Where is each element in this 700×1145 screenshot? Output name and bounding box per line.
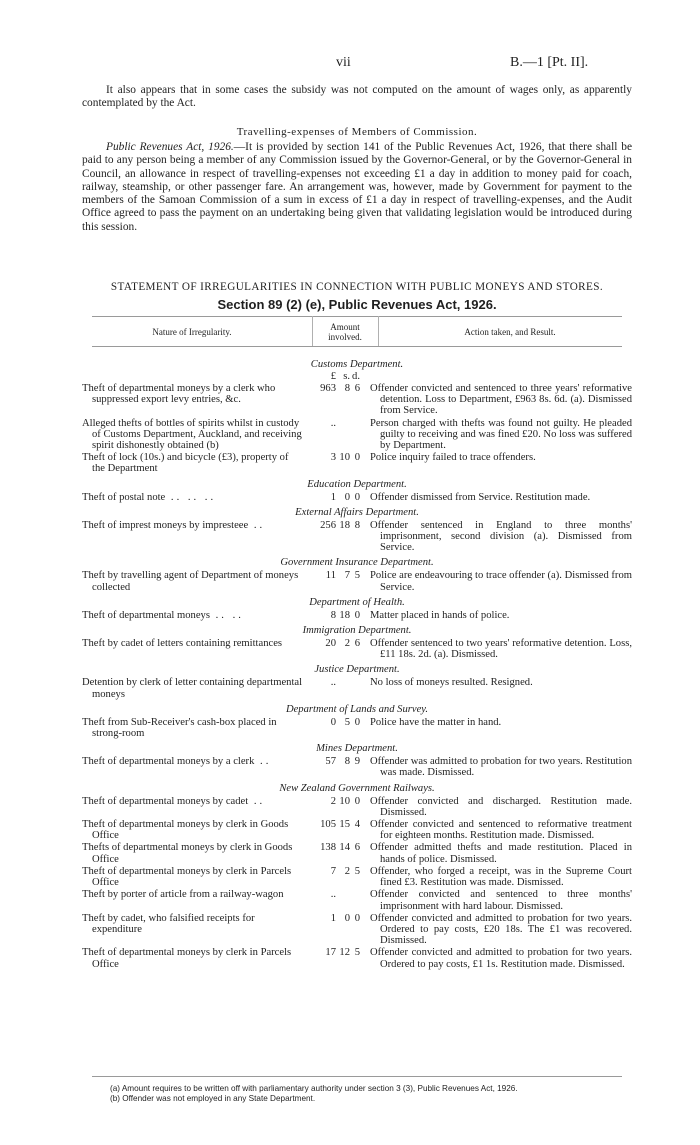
table-row <box>82 492 632 503</box>
table-row <box>82 819 632 841</box>
action-taken: Police inquiry failed to trace offenders. <box>370 452 536 464</box>
department-heading: Customs Department. <box>310 359 404 370</box>
action-taken: Offender convicted and sentenced to reformative treatment for eighteen months. Restitution made. Dismissed. <box>370 819 632 842</box>
table-row <box>82 610 632 621</box>
amount-involved <box>304 889 366 911</box>
nature-text: Thefts of departmental moneys by clerk in Goods Office <box>82 842 293 865</box>
irregularity-nature <box>82 520 304 554</box>
nature-text: Theft by cadet, who falsified receipts for expenditure <box>82 912 255 935</box>
amount-pounds: .. <box>330 889 336 901</box>
action-taken: Offender convicted and admitted to probation for two years. Ordered to pay costs, £1 1s. Restitution made. Dismissed. <box>370 947 632 970</box>
action-taken: Offender convicted and discharged. Restitution made. Dismissed. <box>370 795 632 818</box>
department-heading: External Affairs Department. <box>295 506 419 518</box>
action-taken: Offender admitted thefts and made restitution. Placed in hands of police. Dismissed. <box>370 842 632 865</box>
irregularity-nature <box>82 717 304 739</box>
amount-pounds: .. <box>330 417 336 429</box>
table-row <box>82 842 632 864</box>
section-title: Section 89 (2) (e), Public Revenues Act, 1926. <box>217 297 497 312</box>
amount-involved <box>304 418 366 452</box>
action-taken: Person charged with thefts was found not guilty. He pleaded guilty to receiving and was fined £20. No loss was suffered by Department. <box>370 417 632 452</box>
amount-pence: 0 <box>354 452 360 464</box>
amount-units-row <box>82 371 632 382</box>
leader-dots: .. .. .. <box>165 491 217 503</box>
action-taken: Offender convicted and sentenced to three months' imprisonment with hard labour. Dismissed. <box>370 889 632 912</box>
amount-pence: 6 <box>354 842 360 854</box>
irregularity-nature <box>82 756 304 778</box>
amount-shillings: 12 <box>339 947 350 959</box>
table-row <box>82 677 632 699</box>
department-heading: Immigration Department. <box>302 625 412 637</box>
nature-text: Theft of departmental moneys by a clerk <box>82 756 255 768</box>
irregularity-nature <box>82 383 304 417</box>
amount-shillings: 10 <box>339 795 350 807</box>
nature-text: Theft of postal note <box>82 491 166 503</box>
amount-shillings: 7 <box>344 570 350 582</box>
nature-text: Alleged thefts of bottles of spirits whilst in custody of Customs Department, Auckland, and receiving spirit dishonestly obtained (b) <box>82 417 302 452</box>
amount-shillings: 8 <box>344 756 350 768</box>
table-header-rule <box>92 346 622 347</box>
table-row <box>82 570 632 592</box>
irregularity-nature <box>82 913 304 947</box>
footnote-b: (b) Offender was not employed in any State Department. <box>110 1093 316 1103</box>
column-header-nature: Nature of Irregularity. <box>152 327 232 337</box>
amount-involved <box>304 383 366 417</box>
action-taken: Police are endeavouring to trace offender (a). Dismissed from Service. <box>370 570 632 593</box>
nature-text: Detention by clerk of letter containing departmental moneys <box>82 677 303 700</box>
amount-shillings <box>336 889 350 911</box>
amount-shillings: 14 <box>339 842 350 854</box>
leader-dots: .. .. <box>209 609 244 621</box>
table-row <box>82 756 632 778</box>
leader-dots: .. <box>248 519 266 531</box>
column-divider <box>312 316 313 346</box>
amount-shillings <box>336 418 350 452</box>
amount-shillings: 15 <box>339 819 350 831</box>
action-taken: Offender, who forged a receipt, was in the Supreme Court fined £3. Restitution was made. Dismissed. <box>370 865 632 889</box>
amount-shillings: 10 <box>339 452 350 464</box>
amount-shillings: 2 <box>344 865 350 877</box>
amount-involved <box>304 570 366 592</box>
irregularity-nature <box>82 866 304 888</box>
department-heading: Justice Department. <box>314 664 400 676</box>
amount-pence: 0 <box>354 609 360 621</box>
amount-involved <box>304 866 366 888</box>
amount-involved <box>304 452 366 474</box>
amount-pounds: 17 <box>325 947 336 959</box>
irregularity-nature <box>82 610 304 621</box>
amount-involved <box>304 819 366 841</box>
table-row <box>82 383 632 417</box>
amount-involved <box>304 796 366 818</box>
leader-dots: .. <box>254 756 272 768</box>
amount-shillings: 18 <box>339 609 350 621</box>
amount-shillings: 2 <box>344 638 350 650</box>
amount-pence: 5 <box>354 865 360 877</box>
irregularity-nature <box>82 947 304 969</box>
amount-involved <box>304 638 366 660</box>
amount-shillings: 5 <box>344 716 350 728</box>
amount-pounds: 0 <box>330 716 336 728</box>
department-heading: Department of Lands and Survey. <box>285 703 429 715</box>
amount-shillings: 8 <box>344 383 350 394</box>
table-row <box>82 913 632 947</box>
footnote-a: (a) Amount requires to be written off with parliamentary authority under section 3 (3), Public Revenues Act, 1926. <box>110 1084 518 1093</box>
action-taken: Offender sentenced to two years' reformative detention. Loss, £11 18s. 2d. (a). Dismissed. <box>370 638 632 661</box>
nature-text: Theft of departmental moneys by clerk in Parcels Office <box>82 947 292 970</box>
intro-paragraph: It also appears that in some cases the subsidy was not computed on the amount of wages only, as apparently contemplated by the Act. <box>82 84 632 110</box>
column-header-amount: Amount involved. <box>328 322 362 342</box>
amount-pounds: 8 <box>330 609 336 621</box>
department-heading: Government Insurance Department. <box>280 557 434 569</box>
amount-pounds: 105 <box>320 819 336 831</box>
irregularity-nature <box>82 819 304 841</box>
table-row <box>82 866 632 888</box>
irregularity-nature <box>82 638 304 660</box>
amount-pence: 6 <box>354 638 360 650</box>
nature-text: Theft by travelling agent of Department of moneys collected <box>82 570 299 593</box>
nature-text: Theft by cadet of letters containing remittances <box>82 638 283 650</box>
travelling-expenses-paragraph <box>82 141 632 234</box>
act-name: Public Revenues Act, 1926. <box>106 141 234 153</box>
amount-pence: 4 <box>354 819 360 831</box>
action-taken: Offender convicted and sentenced to three years' reformative detention. Loss to Department, £963 8s. 6d. (a). Dismissed from Service. <box>370 383 632 417</box>
amount-pence <box>350 889 360 911</box>
nature-text: Theft of lock (10s.) and bicycle (£3), property of the Department <box>82 452 289 475</box>
action-taken: Offender convicted and admitted to probation for two years. Ordered to pay costs, £20 18s. The £1 was recovered. Dismissed. <box>370 912 632 947</box>
amount-pence <box>350 677 360 699</box>
amount-pence: 0 <box>354 912 360 924</box>
amount-involved <box>304 947 366 969</box>
nature-text: Theft of departmental moneys by clerk in Goods Office <box>82 819 289 842</box>
page-number: vii <box>336 55 351 70</box>
action-taken: Matter placed in hands of police. <box>370 609 510 621</box>
action-taken: Police have the matter in hand. <box>370 716 502 728</box>
amount-pounds: 57 <box>325 756 336 768</box>
irregularity-nature <box>82 570 304 592</box>
amount-pounds: 256 <box>320 519 336 531</box>
amount-pence: 0 <box>354 491 360 503</box>
action-taken: No loss of moneys resulted. Resigned. <box>370 677 533 689</box>
nature-text: Theft of departmental moneys <box>82 609 210 621</box>
amount-pence: 5 <box>354 570 360 582</box>
amount-pence: 0 <box>354 716 360 728</box>
amount-pence: 8 <box>354 519 360 531</box>
travelling-expenses-text: —It is provided by section 141 of the Public Revenues Act, 1926, that there shall be paid to any person being a member of any Commission issued by the Governor-General, or by the Governor-General in Council, an allowance in respect of travelling-expenses not exceeding £1 a day in addition to money paid for coach, railway, steamship, or other passenger fare. An arrangement was, however, made by Government for payment to the members of the Samoan Commission of a sum in excess of £1 a day in respect of travelling-expenses, and the Audit Office agreed to pass the payment on an undertaking being given that validating legislation would be introduced during this session. <box>82 141 633 233</box>
department-heading: Mines Department. <box>316 743 398 755</box>
nature-text: Theft of departmental moneys by cadet <box>82 795 249 807</box>
shillings-unit: s. <box>343 371 350 382</box>
department-heading: Department of Health. <box>309 596 405 608</box>
irregularities-table <box>82 355 632 970</box>
pounds-unit: £ <box>330 371 336 382</box>
amount-pounds: 963 <box>320 383 336 394</box>
amount-shillings <box>336 677 350 699</box>
amount-pounds: 20 <box>325 638 336 650</box>
amount-pence: 9 <box>354 756 360 768</box>
irregularity-nature <box>82 842 304 864</box>
table-top-rule <box>92 316 622 317</box>
amount-pounds: 7 <box>330 865 336 877</box>
table-row <box>82 638 632 660</box>
nature-text: Theft of departmental moneys by a clerk who suppressed export levy entries, &c. <box>82 383 276 406</box>
footnotes <box>110 1084 630 1103</box>
amount-pounds: 11 <box>325 570 336 582</box>
amount-pounds: 2 <box>330 795 336 807</box>
amount-involved <box>304 677 366 699</box>
table-bottom-rule <box>92 1076 622 1077</box>
table-row <box>82 796 632 818</box>
amount-pence <box>350 418 360 452</box>
column-header-action: Action taken, and Result. <box>464 327 556 337</box>
travelling-expenses-heading: Travelling-expenses of Members of Commission. <box>236 126 478 138</box>
action-taken: Offender sentenced in England to three months' imprisonment, second division (a). Dismissed from Service. <box>370 519 632 554</box>
statement-title: STATEMENT OF IRREGULARITIES IN CONNECTION WITH PUBLIC MONEYS AND STORES. <box>110 281 604 293</box>
amount-involved <box>304 842 366 864</box>
amount-pounds: 1 <box>330 912 336 924</box>
amount-pence: 5 <box>354 947 360 959</box>
amount-involved <box>304 913 366 947</box>
amount-pounds: 3 <box>330 452 336 464</box>
amount-shillings: 18 <box>339 519 350 531</box>
table-row <box>82 947 632 969</box>
table-row <box>82 452 632 474</box>
amount-shillings: 0 <box>344 912 350 924</box>
action-taken: Offender dismissed from Service. Restitution made. <box>370 491 591 503</box>
pence-unit: d. <box>352 371 360 382</box>
amount-involved <box>304 610 366 621</box>
amount-pounds: 138 <box>320 842 336 854</box>
table-row <box>82 717 632 739</box>
amount-shillings: 0 <box>344 491 350 503</box>
department-heading: Education Department. <box>307 478 407 490</box>
amount-involved <box>304 492 366 503</box>
amount-pounds: 1 <box>330 491 336 503</box>
amount-involved <box>304 717 366 739</box>
leader-dots: .. <box>248 795 266 807</box>
amount-pence: 0 <box>354 795 360 807</box>
nature-text: Theft from Sub-Receiver's cash-box placed in strong-room <box>82 716 277 740</box>
amount-pounds: .. <box>330 677 336 689</box>
irregularity-nature <box>82 889 304 911</box>
nature-text: Theft of departmental moneys by clerk in Parcels Office <box>82 865 292 889</box>
document-reference: B.—1 [Pt. II]. <box>510 55 589 70</box>
irregularity-nature <box>82 418 304 452</box>
nature-text: Theft of imprest moneys by impresteee <box>82 519 249 531</box>
amount-involved <box>304 756 366 778</box>
table-row <box>82 418 632 452</box>
irregularity-nature <box>82 452 304 474</box>
amount-pence: 6 <box>354 383 360 394</box>
amount-involved <box>304 520 366 554</box>
action-taken: Offender was admitted to probation for two years. Restitution was made. Dismissed. <box>370 756 632 779</box>
table-row <box>82 520 632 554</box>
irregularity-nature <box>82 492 304 503</box>
irregularity-nature <box>82 796 304 818</box>
nature-text: Theft by porter of article from a railway-wagon <box>82 889 284 901</box>
department-heading: New Zealand Government Railways. <box>279 782 435 794</box>
irregularity-nature <box>82 677 304 699</box>
table-row <box>82 889 632 911</box>
column-divider <box>378 316 379 346</box>
